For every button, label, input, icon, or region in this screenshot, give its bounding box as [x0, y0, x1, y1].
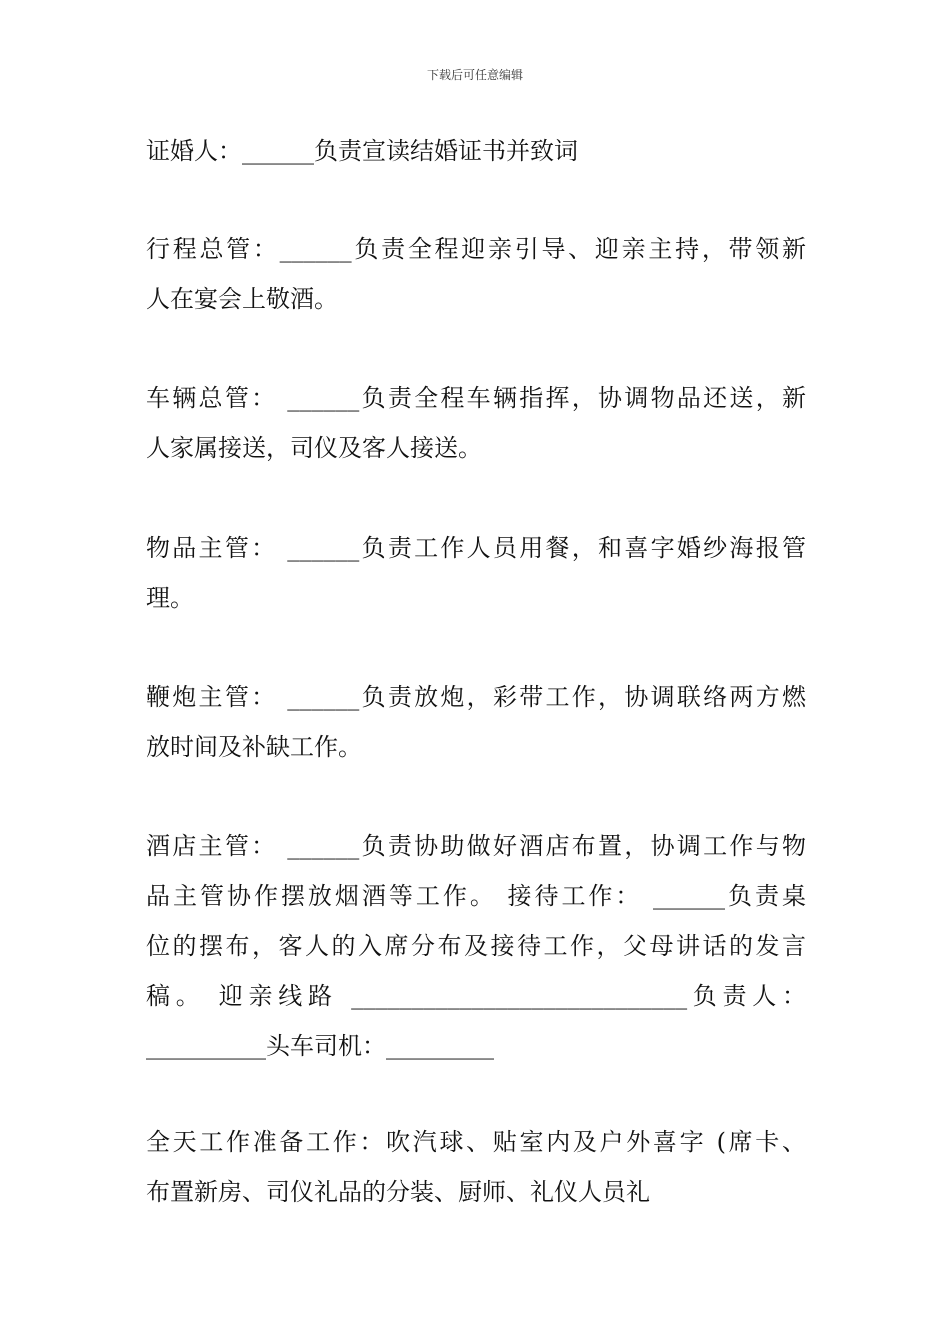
text-line: __________头车司机：_________	[146, 1032, 494, 1060]
paragraph-itinerary-manager	[146, 224, 806, 324]
text-line: 酒店主管： ______负责协助做好酒店布置，协调工作与物	[146, 832, 806, 860]
text-line: 全天工作准备工作：吹汽球、贴室内及户外喜字 (席卡、	[146, 1128, 806, 1156]
text-line: 位的摆布，客人的入席分布及接待工作，父母讲话的发言	[146, 932, 806, 960]
paragraph-firecracker-manager	[146, 672, 806, 772]
paragraph-witness	[146, 126, 806, 176]
paragraph-goods-manager	[146, 523, 806, 623]
text-line: 人家属接送，司仪及客人接送。	[146, 434, 482, 462]
text-line: 证婚人：______负责宣读结婚证书并致词	[146, 137, 578, 165]
page-header: 下载后可任意编辑	[426, 68, 523, 82]
text-line: 人在宴会上敬酒。	[146, 285, 338, 313]
paragraph-all-day-preparation	[146, 1117, 806, 1217]
text-line: 品主管协作摆放烟酒等工作。 接待工作： ______负责桌	[146, 882, 806, 910]
text-line: 稿。 迎亲线路 ____________________________负责人：	[146, 982, 806, 1010]
text-line: 行程总管：______负责全程迎亲引导、迎亲主持，带领新	[146, 235, 806, 263]
text-line: 布置新房、司仪礼品的分装、厨师、礼仪人员礼	[146, 1178, 650, 1206]
text-line: 鞭炮主管： ______负责放炮，彩带工作，协调联络两方燃	[146, 683, 806, 711]
text-line: 放时间及补缺工作。	[146, 733, 362, 761]
paragraph-hotel-manager	[146, 821, 806, 1071]
paragraph-vehicle-manager	[146, 373, 806, 473]
text-line: 车辆总管： ______负责全程车辆指挥，协调物品还送，新	[146, 384, 806, 412]
text-line: 物品主管： ______负责工作人员用餐，和喜字婚纱海报管	[146, 534, 806, 562]
text-line: 理。	[146, 584, 194, 612]
